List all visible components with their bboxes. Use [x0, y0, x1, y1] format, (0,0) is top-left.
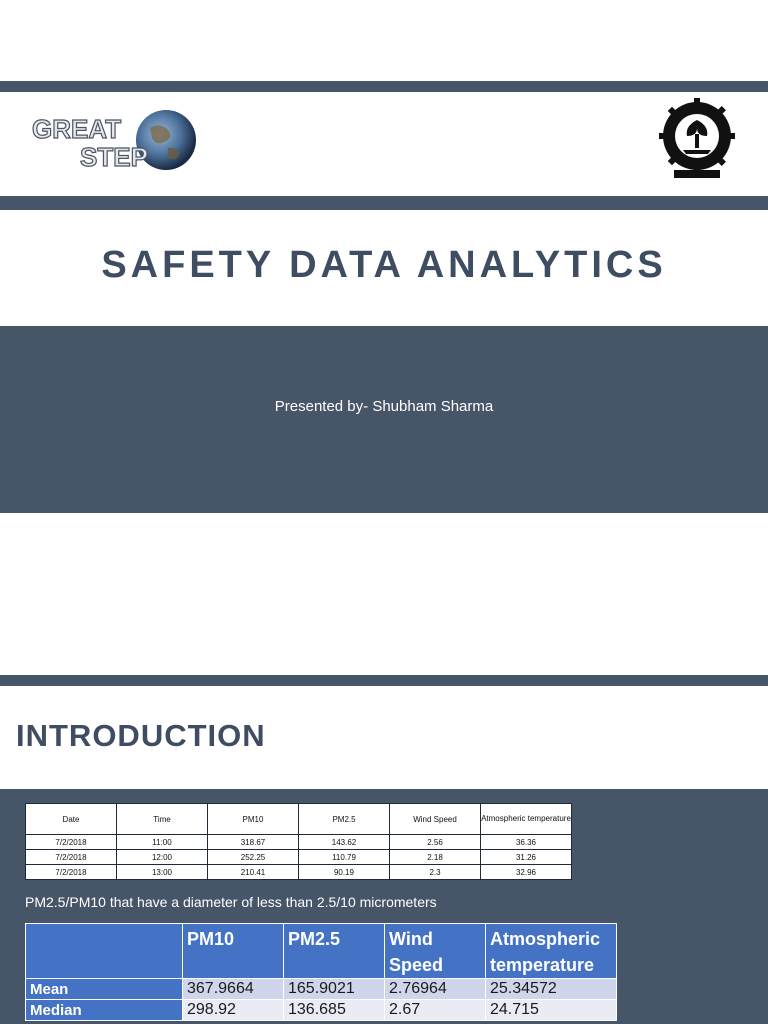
table-cell: 32.96 — [481, 865, 572, 880]
intro-heading: INTRODUCTION — [16, 718, 266, 753]
table-row — [26, 850, 572, 865]
logo-text-step: STEP — [80, 142, 148, 172]
table-cell: 31.26 — [481, 850, 572, 865]
mid-band — [0, 196, 768, 210]
logo-text-great: GREAT — [32, 114, 122, 144]
table-header: PM10 — [183, 924, 284, 979]
table-cell: 36.36 — [481, 835, 572, 850]
slide-title: SAFETY DATA ANALYTICS — [101, 244, 667, 286]
slide2-top-band — [0, 675, 768, 686]
table-cell: 298.92 — [183, 1000, 284, 1021]
table-header: Wind Speed — [390, 804, 481, 835]
table-cell: 210.41 — [208, 865, 299, 880]
table-header: Atmospheric temperature — [486, 924, 617, 979]
top-band — [0, 81, 768, 92]
logo-strip — [0, 92, 768, 196]
table-header: PM2.5 — [284, 924, 385, 979]
table-row — [26, 835, 572, 850]
table-cell: 165.9021 — [284, 979, 385, 1000]
table-cell: 136.685 — [284, 1000, 385, 1021]
pm-definition-note: PM2.5/PM10 that have a diameter of less than 2.5/10 micrometers — [25, 894, 437, 910]
table-cell: 318.67 — [208, 835, 299, 850]
table-row — [26, 865, 572, 880]
table-cell: 24.715 — [486, 1000, 617, 1021]
table-cell: 13:00 — [117, 865, 208, 880]
table-cell: 2.3 — [390, 865, 481, 880]
table-header: Atmospheric temperature — [481, 804, 572, 835]
table-cell: 7/2/2018 — [26, 865, 117, 880]
table-cell: 2.76964 — [385, 979, 486, 1000]
table-cell: 25.34572 — [486, 979, 617, 1000]
row-label: Median — [26, 1000, 183, 1021]
table-cell: 2.56 — [390, 835, 481, 850]
table-cell: 2.67 — [385, 1000, 486, 1021]
raw-data-table — [25, 803, 572, 880]
stats-table — [25, 923, 617, 1021]
great-step-logo — [28, 104, 198, 176]
table-cell: 11:00 — [117, 835, 208, 850]
table-header: PM2.5 — [299, 804, 390, 835]
table-cell: 2.18 — [390, 850, 481, 865]
table-row — [26, 1000, 617, 1021]
table-row — [26, 979, 617, 1000]
table-cell: 12:00 — [117, 850, 208, 865]
table-cell: 252.25 — [208, 850, 299, 865]
table-cell: 110.79 — [299, 850, 390, 865]
presenter-panel — [0, 326, 768, 513]
row-label: Mean — [26, 979, 183, 1000]
table-cell: 143.62 — [299, 835, 390, 850]
table-cell: 90.19 — [299, 865, 390, 880]
table-cell: 7/2/2018 — [26, 850, 117, 865]
table-cell: 7/2/2018 — [26, 835, 117, 850]
table-header — [26, 924, 183, 979]
table-cell: 367.9664 — [183, 979, 284, 1000]
presenter-text: Presented by- Shubham Sharma — [274, 398, 494, 415]
table-header: PM10 — [208, 804, 299, 835]
table-header: Date — [26, 804, 117, 835]
institute-emblem-icon — [652, 98, 742, 180]
table-header: Wind Speed — [385, 924, 486, 979]
table-header: Time — [117, 804, 208, 835]
